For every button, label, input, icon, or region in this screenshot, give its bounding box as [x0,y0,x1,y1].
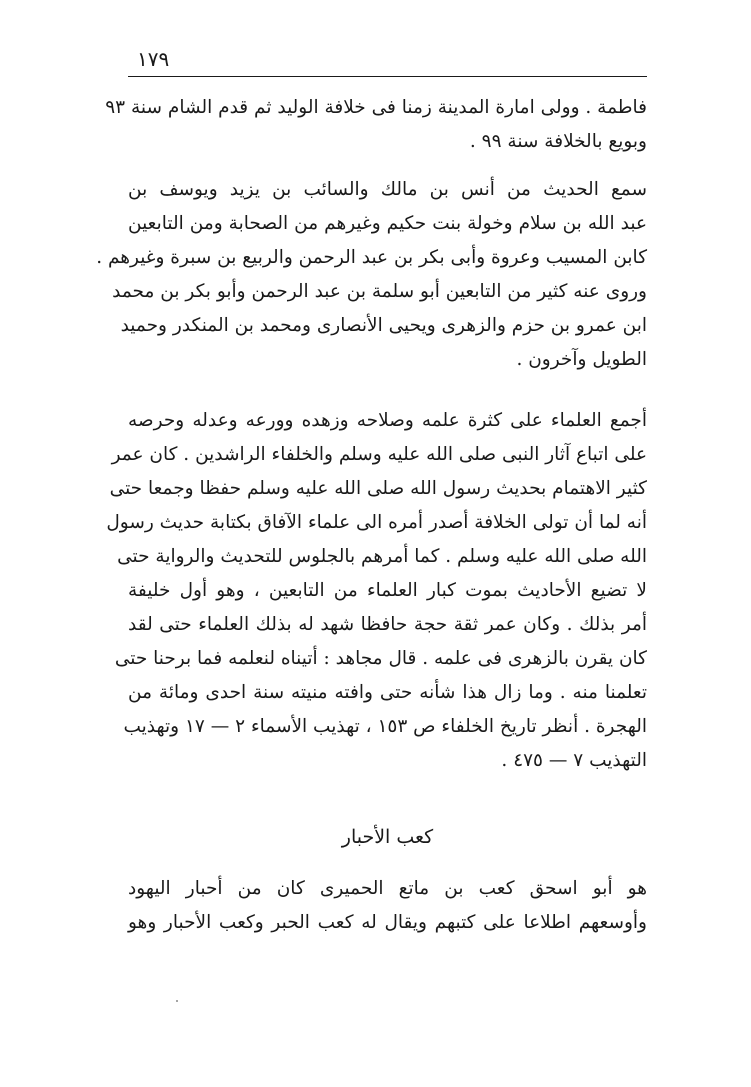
text-line: الله صلى الله عليه وسلم . كما أمرهم بالجلوس للتحديث والرواية حتى [117,546,647,567]
text-line: سمع الحديث من أنس بن مالك والسائب بن يزيد ويوسف بن [128,179,647,200]
paragraph-biography-intro [105,91,647,159]
text-line: هو أبو اسحق كعب بن ماتع الحميرى كان من أحبار اليهود [128,878,647,899]
text-line: لا تضيع الأحاديث بموت كبار العلماء من التابعين ، وهو أول خليفة [128,580,647,601]
text-line: على اتباع آثار النبى صلى الله عليه وسلم والخلفاء الراشدين . كان عمر [111,444,647,465]
text-line: وبويع بالخلافة سنة ٩٩ . [469,131,647,152]
text-line: أمر بذلك . وكان عمر ثقة حجة حافظا شهد له بذلك العلماء حتى لقد [128,614,647,635]
paragraph-kaab-intro [128,872,647,940]
text-line: كابن المسيب وعروة وأبى بكر بن عبد الرحمن والربيع بن سبرة وغيرهم . [96,247,647,268]
page-number: ١٧٩ [137,47,170,71]
text-line: كثير الاهتمام بحديث رسول الله صلى الله عليه وسلم حفظا وجمعا حتى [109,478,647,499]
text-line: عبد الله بن سلام وخولة بنت حكيم وغيرهم من الصحابة ومن التابعين [128,213,647,234]
text-line: التهذيب ٧ — ٤٧٥ . [501,750,647,771]
text-line: وروى عنه كثير من التابعين أبو سلمة بن عبد الرحمن وأبو بكر بن محمد [112,281,647,302]
paragraph-scholars-consensus [106,404,647,778]
text-line: وأوسعهم اطلاعا على كتبهم ويقال له كعب الحبر وكعب الأحبار وهو [128,912,647,933]
text-line: كان يقرن بالزهرى فى علمه . قال مجاهد : أتيناه لنعلمه فما برحنا حتى [114,648,647,669]
text-line: ابن عمرو بن حزم والزهرى ويحيى الأنصارى ومحمد بن المنكدر وحميد [120,315,647,336]
text-line: أنه لما أن تولى الخلافة أصدر أمره الى علماء الآفاق بكتابة حديث رسول [106,512,647,533]
scan-speck [176,1000,178,1002]
text-line: الطويل وآخرون . [516,349,647,370]
header-rule [128,76,647,77]
text-line: الهجرة . أنظر تاريخ الخلفاء ص ١٥٣ ، تهذيب الأسماء ٢ — ١٧ وتهذيب [123,716,647,737]
text-line: فاطمة . وولى امارة المدينة زمنا فى خلافة الوليد ثم قدم الشام سنة ٩٣ [105,97,647,118]
text-line: تعلمنا منه . وما زال هذا شأنه حتى وافته منيته سنة احدى ومائة من [128,682,647,703]
paragraph-narrators [96,173,647,377]
section-heading: كعب الأحبار [341,826,434,848]
text-line: أجمع العلماء على كثرة علمه وصلاحه وزهده وورعه وعدله وحرصه [128,410,647,431]
